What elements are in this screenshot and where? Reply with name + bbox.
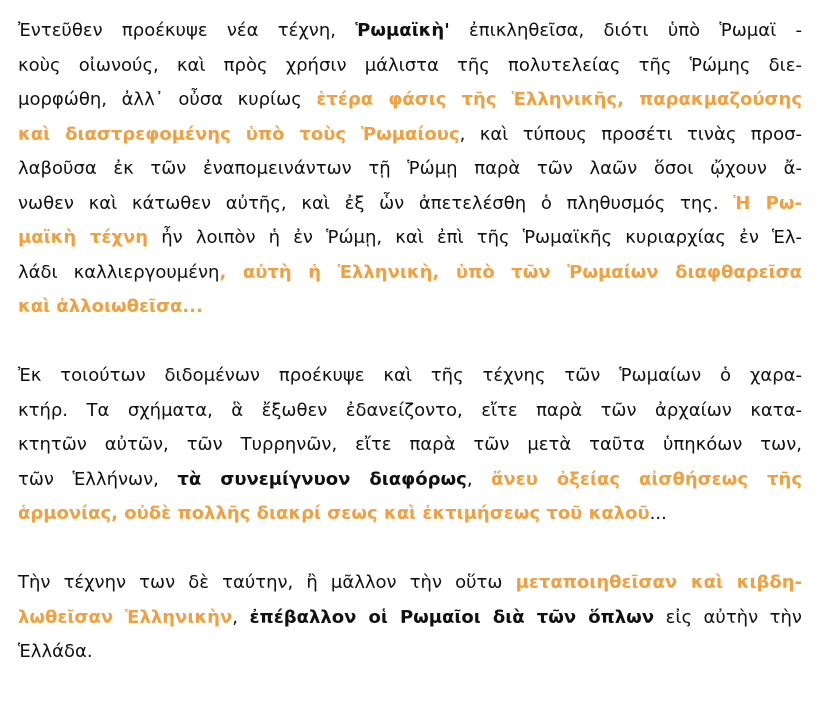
body-text: ...	[649, 503, 667, 524]
text-line	[18, 428, 802, 463]
highlighted-text: Ἡ Ρω-	[733, 192, 802, 214]
text-line	[18, 256, 802, 291]
paragraph-gap	[18, 325, 802, 360]
text-line	[18, 497, 802, 532]
text-line	[18, 49, 802, 84]
bold-text: τὰ συνεμίγνυον διαφόρως	[177, 468, 467, 490]
text-line	[18, 463, 802, 498]
body-text: εἰς αὐτὴν τὴν	[654, 606, 802, 628]
highlighted-text: μεταποιηθεῖσαν καὶ κιβδη-	[515, 572, 803, 593]
body-text: κτητῶν αὐτῶν, τῶν Τυρρηνῶν, εἴτε παρὰ τῶν μετὰ ταῦτα ὑπηκόων των,	[18, 434, 802, 455]
highlighted-text: λωθεῖσαν Ἑλληνικὴν	[18, 606, 233, 628]
text-line	[18, 187, 802, 222]
body-text: Ἑλλάδα.	[18, 641, 93, 662]
body-text: Τὴν τέχνην των δὲ ταύτην, ἢ μᾶλλον τὴν οὕτω	[18, 572, 516, 593]
text-line	[18, 359, 802, 394]
text-line	[18, 14, 802, 49]
text-line	[18, 221, 802, 256]
highlighted-text: καὶ διαστρεφομένης ὑπὸ τοὺς Ῥωμαίους	[18, 123, 460, 145]
text-line	[18, 83, 802, 118]
text-line	[18, 635, 802, 670]
paragraph	[18, 359, 802, 532]
document-body	[18, 14, 802, 670]
bold-text: ἐπέβαλλον οἱ Ρωμαῖοι διὰ τῶν ὅπλων	[249, 606, 655, 628]
paragraph	[18, 14, 802, 325]
body-text: ἦν λοιπὸν ἡ ἐν Ῥώμῃ, καὶ ἐπὶ τῆς Ῥωμαϊκῆς κυριαρχίας ἐν Ἑλ-	[148, 227, 802, 248]
body-text: λαβοῦσα ἐκ τῶν ἐναπομεινάντων τῇ Ῥώμῃ παρὰ τῶν λαῶν ὅσοι ᾤχουν ἄ-	[18, 158, 802, 179]
highlighted-text: , αὐτὴ ἡ Ἑλληνικὴ, ὑπὸ τῶν Ῥωμαίων διαφθαρεῖσα	[219, 261, 803, 283]
highlighted-text: ἑτέρα φάσις τῆς Ἑλληνικῆς, παρακμαζούσης	[316, 89, 802, 110]
body-text: λάδι καλλιεργουμένη	[18, 261, 220, 283]
body-text: Ἐντεῦθεν προέκυψε νέα τέχνη,	[18, 20, 356, 41]
body-text: ἐπικληθεῖσα, διότι ὑπὸ Ῥωμαϊ -	[449, 20, 802, 41]
text-line	[18, 152, 802, 187]
highlighted-text: καὶ ἀλλοιωθεῖσα...	[18, 296, 203, 317]
text-line	[18, 394, 802, 429]
paragraph-gap	[18, 532, 802, 567]
paragraph	[18, 566, 802, 670]
highlighted-text: μαϊκὴ τέχνη	[18, 227, 149, 248]
body-text: κοὺς οἰωνούς, καὶ πρὸς χρήσιν μάλιστα τῆς πολυτελείας τῆς Ῥώμης διε-	[18, 54, 802, 76]
body-text: κτήρ. Τα σχήματα, ἃ ἔξωθεν ἐδανείζοντο, εἴτε παρὰ τῶν ἀρχαίων κατα-	[18, 399, 802, 421]
body-text: τῶν Ἑλλήνων,	[18, 468, 178, 490]
text-line	[18, 601, 802, 636]
body-text: , καὶ τύπους προσέτι τινὰς προσ-	[459, 123, 802, 145]
text-line	[18, 566, 802, 601]
highlighted-text: ἁρμονίας, οὐδὲ πολλῆς διακρί σεως καὶ ἐκτιμήσεως τοῦ καλοῦ	[18, 503, 650, 524]
text-line	[18, 118, 802, 153]
body-text: ,	[466, 468, 492, 490]
bold-text: Ῥωμαϊκὴ'	[355, 20, 450, 41]
body-text: Ἐκ τοιούτων διδομένων προέκυψε καὶ τῆς τέχνης τῶν Ῥωμαίων ὁ χαρα-	[18, 365, 802, 386]
body-text: μορφώθη, ἀλλ᾿ οὖσα κυρίως	[18, 89, 317, 110]
body-text: νωθεν καὶ κάτωθεν αὐτῆς, καὶ ἐξ ὧν ἀπετελέσθη ὁ πληθυσμός της.	[18, 192, 734, 214]
highlighted-text: ἄνευ ὀξείας αἰσθήσεως τῆς	[491, 468, 803, 490]
body-text: ,	[232, 606, 250, 628]
text-line	[18, 290, 802, 325]
